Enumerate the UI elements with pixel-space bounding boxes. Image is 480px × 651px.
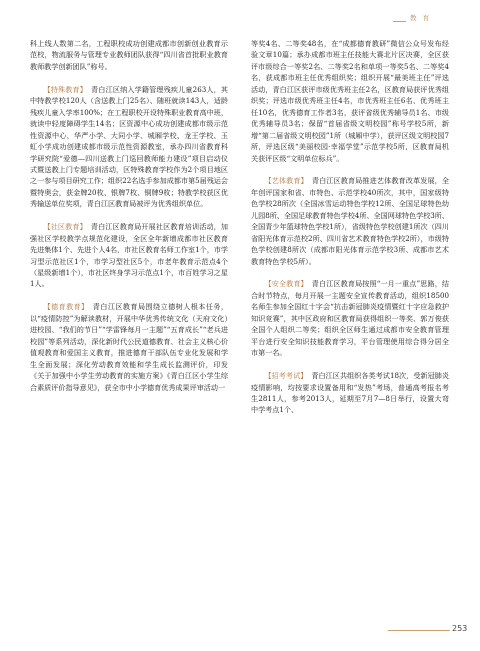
running-header <box>0 0 480 40</box>
paragraph-text: 科上线人数第二名，工程职校成功创建成都市创新创业教育示范校，物流服务与管理专业教师团队获得“四川省首批职业教育教师教学创新团队”称号。 <box>30 39 228 71</box>
paragraph-community-education <box>30 221 228 290</box>
paragraph-text: 青白江区纳入学籍管理残疾儿童263人，其中特教学校120人（含送教上门25名）、随班就读143人，适龄残疾儿童入学率100%；在工程职校开设特殊职业教育高中班，就读中轻度障碍学生14名；区资源中心成功创建成都市级示范性资源中心，华严小学、大同小学、城厢学校、龙王学校、玉虹小学成功创建成都市级示范性资源教室，承办四川省教育科学研究院“爱德—四川送教上门巡回教师能力建设”项目启动仪式暨送教上门专题培训活动，区特殊教育学校作为2个项目地区之一参与项目研究工作；组织22名选手参加成都市第5届残运会暨特奥会，获金牌20枚、银牌7枚、铜牌9枚；特教学校获区优秀输送单位奖项，青白江区教育局被评为优秀组织单位。 <box>30 84 228 209</box>
section-heading: 【艺体教育】 <box>264 176 308 186</box>
paragraph-text: 青白江区教育局开展社区教育培训活动，加强社区学校教学点规范化建设，全区全年新增成都市社区教育先进集体1个、先进个人4名，市社区教育名师工作室1个，市学习型示范社区1个，市学习型社区5个，市老年教育示范点4个（星级新增1个），市社区终身学习示范点1个，市百姓学习之星1人。 <box>30 222 229 289</box>
page-number: 253 <box>452 624 468 633</box>
paragraph-safety-education <box>251 278 449 358</box>
left-column <box>30 38 228 404</box>
paragraph-text: 青白江区教育局围绕立德树人根本任务，以“疫情防控”为解读教材，开展中华优秀传统文化（天府文化）进校园、“我们的节日”“学雷锋每月一主题”“五育成长”“老兵进校园”等系列活动，深化新时代公民道德教育、社会主义核心价值观教育和爱国主义教育，推进德育干部队伍专业化发展和学生全面发展；深化劳动教育效能和学生成长监测评价，印发《关于加强中小学生劳动教育的实施方案》《青白江区小学生综合素质评价指导意见》，获全市中小学德育优秀成果评审活动一 <box>30 302 229 392</box>
paragraph <box>30 38 228 72</box>
right-column <box>251 38 449 427</box>
paragraph <box>251 38 449 164</box>
section-heading: 【德育教育】 <box>43 302 89 312</box>
section-tag: 教 育 <box>410 14 432 22</box>
paragraph-moral-education <box>30 301 228 393</box>
header-rule <box>393 21 406 22</box>
section-heading: 【特殊教育】 <box>43 84 88 94</box>
paragraph-exams <box>251 370 449 416</box>
section-heading: 【社区教育】 <box>43 222 87 232</box>
paragraph-text: 青白江区教育局推进艺体教育改革发展，全年创评国家和省、市特色、示范学校40所次，其中，国家级特色学校28所次（全国冰雪运动特色学校12所、全国足球特色幼儿园8所、全国足球教育特色学校4所、全国网球特色学校3所、全国青少年篮球特色学校1所），省级特色学校创建1所次（四川省阳光体育示范校2所、四川省艺术教育特色学校2所），市级特色学校创建8所次（成都市阳光体育示范学校3所、成都市艺术教育特色学校5所）。 <box>251 176 450 266</box>
section-heading: 【安全教育】 <box>264 279 308 289</box>
paragraph-text: 等奖4名、二等奖48名，在“成都德育教研”微信公众号发布经验文章10篇；承办成都市班主任技能大赛北片区决赛，全区获评市级综合一等奖2名、二等奖2名和单项一等奖5名、二等奖4名，获成都市班主任优秀组织奖；组织开展“最美班主任”评选活动，青白江区获评市级优秀班主任2名，区教育局获评优秀组织奖；评选市级优秀班主任4名，市优秀班主任6名、优秀班主任10名，优秀德育工作者3名，获评省级优秀辅导员1名、市级优秀辅导员3名；保留“首届省级文明校园”称号学校5所，新增“第二届省级文明校园”1所（城厢中学），获评区级文明校园7所，评选区级“美丽校园·幸福学堂”示范学校5所，区教育局机关获评区级“文明单位标兵”。 <box>251 39 449 163</box>
section-heading: 【招考考试】 <box>264 371 308 381</box>
paragraph-text: 青白江区教育局按照“一月一重点”思路，结合时节特点，每月开展一主题安全宣传教育活动，组织18500名师生参加全国红十字会“抗击新冠肺炎疫情暨红十字应急救护知识竞赛”，其中区政府和区教育局获得组织一等奖、郭万俊获全国个人组织二等奖；组织全区师生通过成都市安全教育管理平台进行安全知识技能教育学习，平台管理使用综合得分居全市第一名。 <box>251 279 450 358</box>
paragraph-special-education <box>30 84 228 210</box>
paragraph-arts-sports <box>251 175 449 267</box>
paragraph-text: 青白江区共组织各类考试18次，受新冠肺炎疫情影响，均按要求设置备用和“发热”考场，普通高考报名考生2811人，参考2013人，延期至7月7—8日举行，设置大弯中学考点1个、 <box>251 371 449 415</box>
footer-rule <box>388 630 450 631</box>
